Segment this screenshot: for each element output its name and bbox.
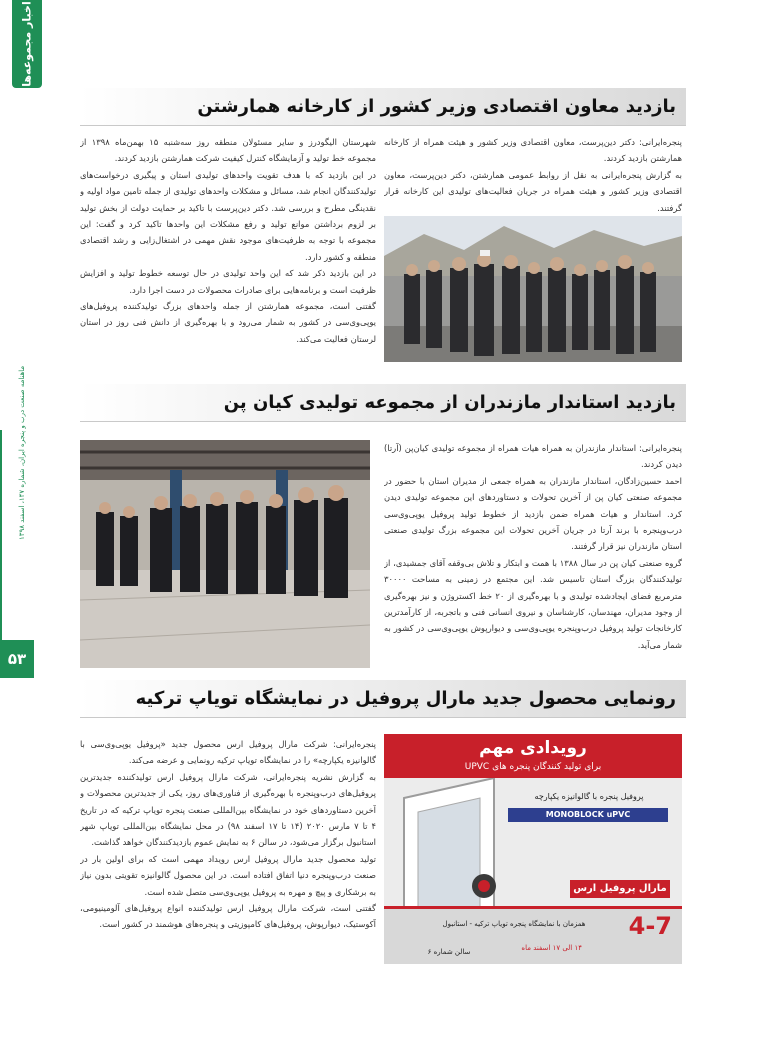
article1-left-para: گفتنی است، مجموعه همارشتن از جمله واحدهای بزرگ تولیدکننده پروفیل‌های یو‌پی‌وی‌سی در کشور به شمار می‌رود و با بهره‌گیری از دانش فنی روز در استان لرستان فعالیت می‌کند.	[80, 301, 376, 344]
article2-title: بازدید استاندار مازندران از مجموعه تولیدی کیان پن	[80, 384, 686, 422]
page-number: ۵۳	[0, 640, 34, 678]
article1-right-column	[384, 134, 682, 214]
ad-product-name: MONOBLOCK uPVC	[508, 808, 668, 822]
factory-visit-photo	[80, 440, 370, 668]
article1-left-para: در این بازدید ذکر شد که این واحد تولیدی در حال توسعه خطوط تولید و افزایش ظرفیت است و برنامه‌هایی برای صادرات محصولات در دست اجرا دارد.	[80, 268, 376, 295]
article3-para: پنجره‌ایرانی: شرکت مارال پروفیل ارس محصول جدید «پروفیل یو‌پی‌وی‌سی با گالوانیزه یکپارچه» را در نمایشگاه تویاپ ترکیه رونمایی و عرضه می‌کند.	[80, 739, 376, 766]
section-tab-label: اخبار مجموعه‌ها	[20, 1, 34, 87]
ad-date-range: 4-7	[628, 912, 672, 940]
ad-days-line: ۱۴ الی ۱۷ اسفند ماه	[521, 944, 582, 952]
article1-left-column	[80, 134, 376, 364]
article1-left-para: شهرستان الیگودرز و سایر مسئولان منطقه روز سه‌شنبه ۱۵ بهمن‌ماه ۱۳۹۸ از مجموعه خط تولید و آزمایشگاه کنترل کیفیت شرکت همارشتن بازدید کردند.	[80, 137, 376, 164]
article2-para: احمد حسین‌زادگان، استاندار مازندران به همراه جمعی از مدیران استان با حضور در مجموعه صنعتی کیان پن از آخرین تحولات و دستاوردهای این مجموعه تولیدی دیدن کرد. استاندار و هیات همراه ضمن بازدید از خطوط تولید پروفیل یو‌پی‌وی‌سی درب‌وپنجره با برند آرتا در جریان آخرین تحولات این مجموعه بزرگ تولیدی صنعتی استان مازندران نیز قرار گرفتند.	[384, 475, 682, 552]
article3-body	[80, 736, 376, 966]
article3-para: به گزارش نشریه پنجره‌ایرانی، شرکت مارال پروفیل ارس تولیدکننده جدیدترین پروفیل‌های درب‌وپنجره با بهره‌گیری از فناوری‌های روز، یکی از جدیدترین محصولات و آخرین دستاوردهای خود در نمایشگاه بین‌المللی صنعت پنجره تویاپ ترکیه که در تاریخ ۴ تا ۷ مارس ۲۰۲۰ (۱۴ تا ۱۷ اسفند ۹۸) در محل نمایشگاه بین‌المللی تویاپ شهر استانبول برگزار می‌شود، در سالن ۶ به نمایش عموم بازدیدکنندگان خواهد گذاشت.	[80, 771, 376, 848]
section-tab	[12, 0, 42, 88]
article2-para: گروه صنعتی کیان پن در سال ۱۳۸۸ با همت و ابتکار و تلاش بی‌وقفه آقای جمشیدی، از تولیدکنندگان بزرگ استان تاسیس شد. این مجتمع در زمینی به مساحت ۳۰۰۰۰ مترمربع فضای ایجادشده تولیدی و با بهره‌گیری از ۲۰ خط اکستروژن و نیز بهره‌گیری از وجود مدیران، مهندسان، کارشناسان و نیروی انسانی فنی و باتجربه، از کارآمدترین کارخانجات تولید پروفیل درب‌وپنجره یو‌پی‌وی‌سی و دیوارپوش یو‌پی‌وی‌سی در کشور به شمار می‌آید.	[384, 557, 682, 650]
page-sidebar	[0, 0, 34, 1045]
ad-brand-label: مارال پروفیل ارس	[570, 880, 670, 898]
article2-photo	[80, 440, 370, 668]
article2-body	[384, 440, 682, 668]
ad-fair-line: همزمان با نمایشگاه پنجره تویاپ ترکیه - استانبول	[442, 920, 586, 928]
maral-profile-ad	[384, 734, 682, 964]
article3-title: رونمایی محصول جدید مارال پروفیل در نمایشگاه تویاپ ترکیه	[80, 680, 686, 718]
ad-subheadline: برای تولید کنندگان پنجره های UPVC	[464, 762, 602, 772]
article1-right-para: به گزارش پنجره‌ایرانی به نقل از روابط عمومی همارشتن، دکتر دین‌پرست، معاون اقتصادی وزیر کشور و هیئت همراه در جریان فعالیت‌های تولیدی این کارخانه قرار گرفتند.	[384, 169, 682, 213]
article1-right-para: پنجره‌ایرانی: دکتر دین‌پرست، معاون اقتصادی وزیر کشور و هیئت همراه از کارخانه همارشتن بازدید کردند.	[384, 137, 682, 164]
sidebar-rail	[0, 430, 2, 650]
ad-header	[384, 734, 682, 778]
article2-para: پنجره‌ایرانی: استاندار مازندران به همراه هیات همراه از مجموعه تولیدی کیان‌پن (آرتا) دیدن کردند.	[384, 443, 682, 470]
article1-title: بازدید معاون اقتصادی وزیر کشور از کارخانه همارشتن	[80, 88, 686, 126]
article1-left-para: در این بازدید که با هدف تقویت واحدهای تولیدی استان و پیگیری درخواست‌های تولیدکنندگان انجام شد، مسائل و مشکلات واحدهای تولیدی از جمله تامین مواد اولیه و نقدینگی مطرح و بررسی شد. دکتر دین‌پرست با تاکید بر حمایت دولت از بخش تولید بر لزوم برداشتن موانع تولید و رفع مشکلات این واحدها تاکید کرد و گفت: این مجموعه با توجه به ظرفیت‌های موجود نقش مهمی در اشتغال‌زایی و رشد اقتصادی منطقه و کشور دارد.	[80, 169, 376, 262]
ad-hall: سالن شماره ۶	[427, 948, 471, 956]
ad-product-line: پروفیل پنجره با گالوانیزه یکپارچه	[534, 792, 644, 801]
issue-info: ماهنامه صنعت درب و پنجره ایران، شماره ۱۴۷، اسفند ۱۳۹۸	[18, 365, 26, 540]
article3-para: گفتنی است، شرکت مارال پروفیل ارس تولیدکننده انواع پروفیل‌های آلومینیومی، آکوستیک، دیوارپوش، پروفیل‌های کامپوزیتی و پنجره‌های هوشمند در کشور است.	[80, 903, 376, 930]
ad-headline: رویدادی مهم	[479, 738, 587, 758]
visit-photo-1	[384, 216, 682, 362]
article1-photo	[384, 216, 682, 362]
article3-para: تولید محصول جدید مارال پروفیل ارس رویداد مهمی است که برای اولین بار در صنعت درب‌وپنجره دنیا اتفاق افتاده است. در این محصول گالوانیزه تقویتی بدون نیاز به برشکاری و پیچ‌ و مهره به پروفیل یو‌پی‌وی‌سی متصل شده است.	[80, 853, 376, 897]
